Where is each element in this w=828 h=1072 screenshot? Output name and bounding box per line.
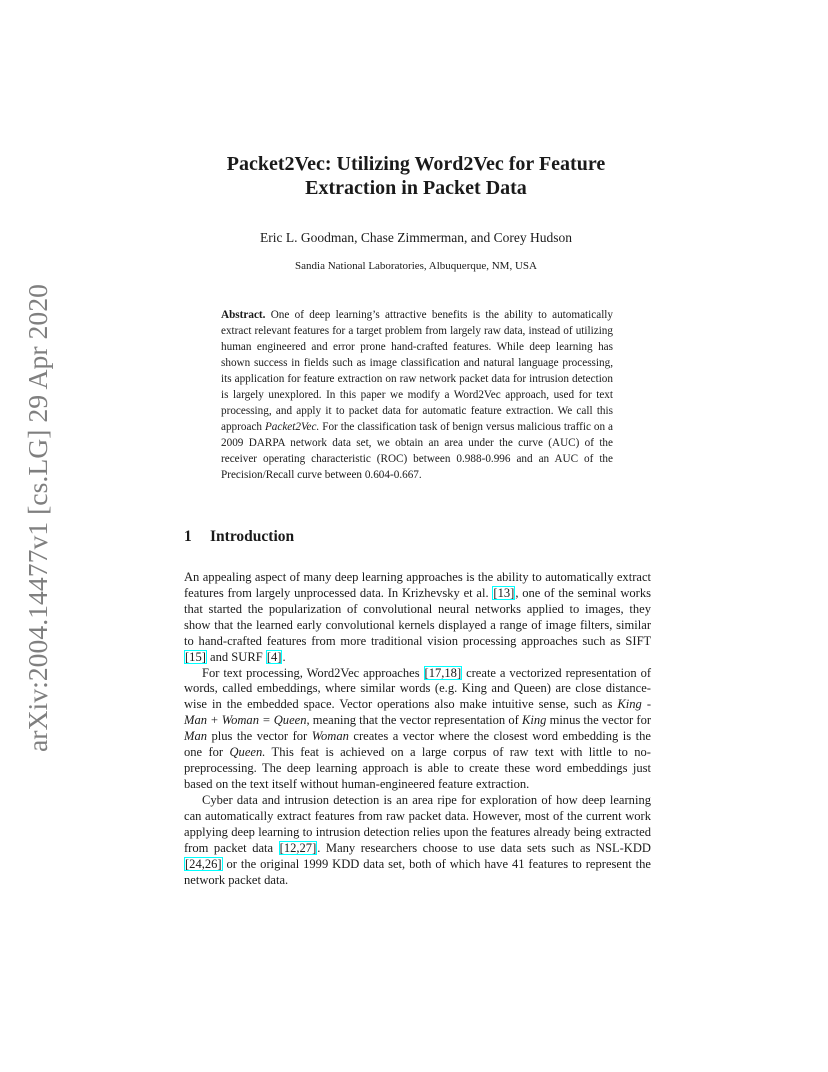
abstract-method-name: Packet2Vec. — [264, 421, 320, 433]
intro-paragraph-3 — [184, 793, 651, 889]
citation-link[interactable]: [15] — [185, 649, 206, 664]
author-affiliation: Sandia National Laboratories, Albuquerque, NM, USA — [295, 260, 537, 272]
abstract-text-part-2: For the classification task of benign versus malicious traffic on a 2009 DARPA network data set, we obtain an area under the curve (AUC) of the receiver operating characteristic (ROC) between 0.988-0.996 and an AUC of the Precision/Recall curve between 0.604-0.667. — [221, 421, 613, 481]
paper-title-line-1: Packet2Vec: Utilizing Word2Vec for Feature — [226, 153, 606, 175]
p2-text-e: plus the vector for — [211, 729, 308, 744]
word-man: Man — [184, 729, 207, 744]
p2-text-a: For text processing, Word2Vec approaches — [202, 665, 420, 680]
author-list: Eric L. Goodman, Chase Zimmerman, and Corey Hudson — [260, 230, 572, 245]
p1-text-a: An appealing aspect of many deep learning approaches is the ability to automatically extract features from largely unprocessed data. In Krizhevsky et al. — [184, 570, 651, 600]
p3-text-c: or the original 1999 KDD data set, both of which have 41 features to represent the network packet data. — [184, 856, 651, 887]
p2-text-g: This feat is achieved on a large corpus of raw text with little to no-preprocessing. The deep learning approach is able to create these word embeddings just based on the text itself without human-engineered feature extraction. — [184, 745, 651, 791]
p1-text-d: . — [282, 649, 286, 664]
paper-title-line-2: Extraction in Packet Data — [305, 177, 527, 199]
citation-link[interactable]: [13] — [493, 585, 515, 600]
arxiv-identifier-stamp — [8, 284, 68, 754]
vector-equation: King - Man + Woman = Queen — [184, 697, 652, 728]
paper-title — [150, 152, 682, 200]
intro-paragraph-1 — [184, 570, 651, 666]
intro-paragraph-2 — [184, 666, 651, 793]
p2-text-c: , meaning that the vector representation of — [306, 713, 519, 728]
section-title: Introduction — [210, 528, 295, 545]
citation-link[interactable]: [12,27] — [279, 840, 317, 855]
word-king: King — [521, 713, 547, 728]
citation-link[interactable]: [4] — [266, 649, 282, 664]
p1-text-c: and SURF — [210, 649, 263, 664]
p2-text-d: minus the vector for — [549, 713, 652, 728]
abstract-block — [221, 307, 613, 483]
word-queen: Queen. — [229, 745, 266, 760]
arxiv-identifier-text: arXiv:2004.14477v1 [cs.LG] 29 Apr 2020 — [23, 296, 53, 752]
p2-text-b: create a vectorized representation of words, called embeddings, where similar words (e.g. King and Queen) are close distance-wise in the embedded space. Vector operations also make intuitive sense, such as — [184, 665, 652, 712]
p3-text-a: Cyber data and intrusion detection is an area ripe for exploration of how deep learning can automatically extract features from raw packet data. However, most of the current work applying deep learning to intrusion detection relies upon the features already being extracted from packet data — [184, 792, 651, 855]
abstract-heading: Abstract. — [221, 309, 266, 321]
citation-link[interactable]: [24,26] — [185, 856, 222, 871]
section-number: 1 — [184, 528, 192, 545]
p2-text-f: creates a vector where the closest word embedding is the one for — [184, 729, 651, 760]
word-woman: Woman — [311, 729, 349, 744]
section-heading — [184, 527, 294, 547]
introduction-body — [184, 570, 651, 888]
abstract-text-part-1: One of deep learning’s attractive benefits is the ability to automatically extract relevant features for a target problem from largely raw data, instead of utilizing human engineered and error prone hand-crafted features. While deep learning has shown success in fields such as image classification and natural language processing, its application for feature extraction on raw network packet data for intrusion detection is largely unexplored. In this paper we modify a Word2Vec approach, used for text processing, and apply it to packet data for automatic feature extraction. We call this approach — [221, 309, 613, 433]
p3-text-b: . Many researchers choose to use data sets such as NSL-KDD — [317, 840, 651, 855]
p1-text-b: , one of the seminal works that started the popularization of convolutional neural networks applied to images, they show that the learned early convolutional kernels displayed a range of image filters, similar to hand-crafted features from more traditional vision processing approaches such as SIFT — [184, 585, 651, 648]
citation-link[interactable]: [17,18] — [424, 665, 462, 680]
